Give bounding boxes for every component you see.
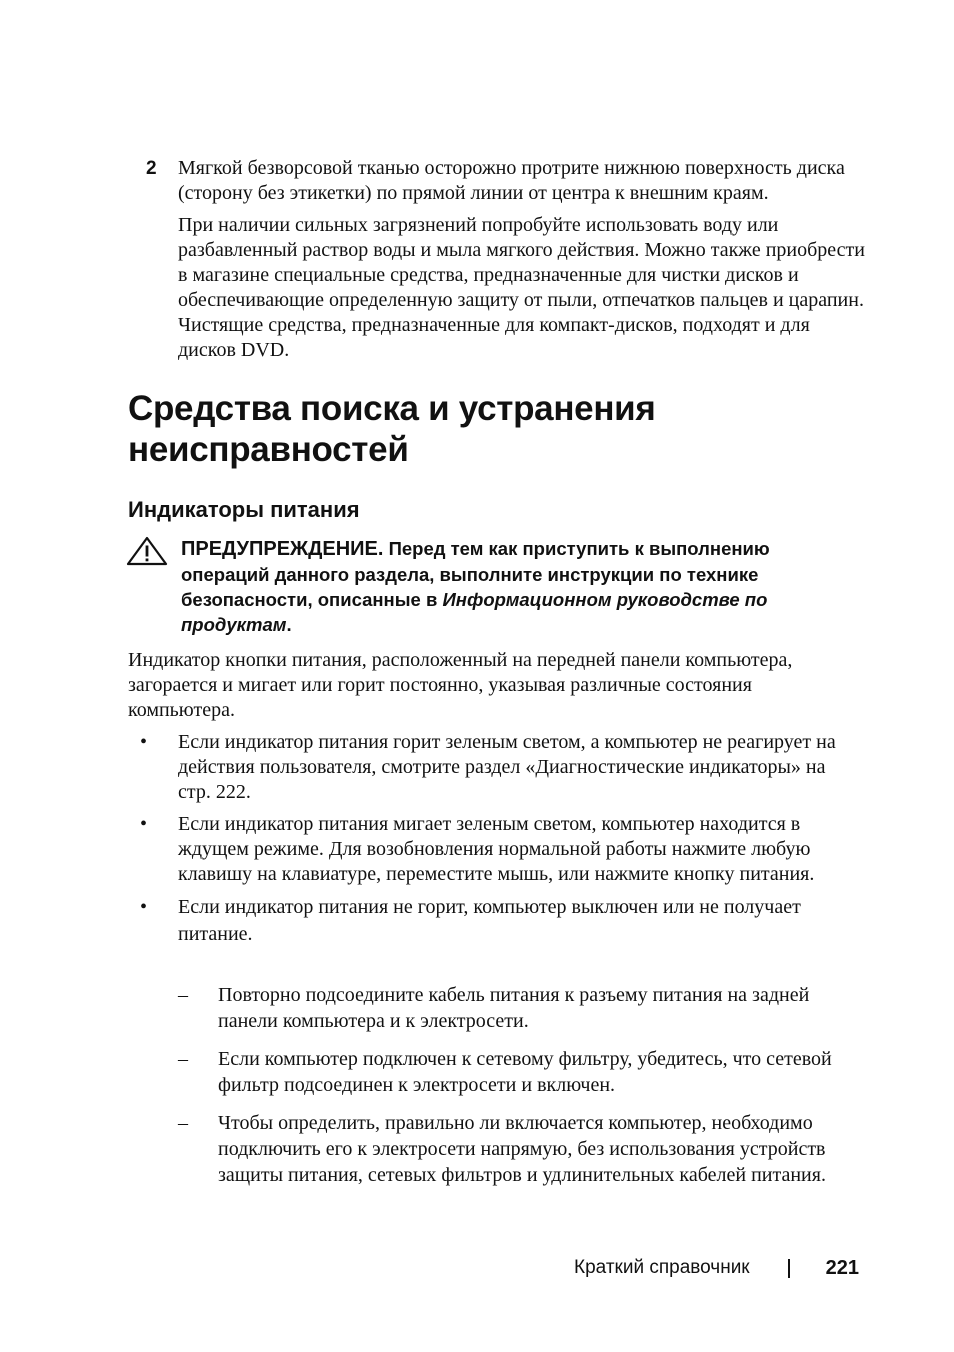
warning-block xyxy=(126,536,856,637)
intro-paragraph: Индикатор кнопки питания, расположенный на передней панели компьютера, загорается и мигает или горит постоянно, указывая различные состояния компьютера. xyxy=(128,649,793,721)
page-number: 221 xyxy=(825,1257,859,1279)
list-item xyxy=(128,812,858,887)
bullet-marker: • xyxy=(140,896,148,918)
sub-list-item xyxy=(178,982,858,1034)
procedure-step xyxy=(146,156,866,363)
step-number: 2 xyxy=(146,158,157,179)
step-note: При наличии сильных загрязнений попробуйте использовать воду или разбавленный раствор воды и мыла мягкого действия. Можно также приобрести в магазине специальные средства, предназначенные для чистки дисков и обеспечивающие определенную защиту от пыли, отпечатков пальцев и царапин. Чистящие средства, предназначенные для компакт-дисков, подходят и для дисков DVD. xyxy=(178,214,865,361)
warning-triangle-icon xyxy=(126,536,168,566)
page-footer xyxy=(574,1256,859,1280)
step-text: Мягкой безворсовой тканью осторожно протрите нижнюю поверхность диска (сторону без этикетки) по прямой линии от центра к внешним краям. xyxy=(178,157,845,204)
list-item-text: Если индикатор питания горит зеленым светом, а компьютер не реагирует на действия пользователя, смотрите раздел «Диагностические индикаторы» на стр. 222. xyxy=(178,731,836,803)
bullet-marker: • xyxy=(140,813,148,835)
dash-marker: – xyxy=(178,1048,188,1070)
sub-bullet-list xyxy=(178,982,858,1200)
list-item xyxy=(128,730,858,805)
step-body xyxy=(178,156,866,363)
warning-doc-reference: Информационном руководстве по продуктам xyxy=(181,589,768,635)
bullet-list xyxy=(128,730,858,955)
footer-section-name: Краткий справочник xyxy=(574,1257,750,1278)
section-title: Средства поиска и устранения неисправностей xyxy=(128,389,656,469)
sub-list-item xyxy=(178,1046,858,1098)
warning-end: . xyxy=(286,614,292,635)
dash-marker: – xyxy=(178,1112,188,1134)
sub-list-item xyxy=(178,1110,858,1188)
list-item xyxy=(128,894,858,948)
sub-list-item-text: Повторно подсоедините кабель питания к разъему питания на задней панели компьютера и к электросети. xyxy=(218,984,810,1032)
subsection-title: Индикаторы питания xyxy=(128,497,360,522)
sub-list-item-text: Чтобы определить, правильно ли включается компьютер, необходимо подключить его к электросети напрямую, без использования устройств защиты питания, сетевых фильтров и удлинительных кабелей питания. xyxy=(218,1112,826,1186)
warning-label: ПРЕДУПРЕЖДЕНИЕ. xyxy=(181,538,384,560)
sub-list-item-text: Если компьютер подключен к сетевому фильтру, убедитесь, что сетевой фильтр подсоединен к электросети и включен. xyxy=(218,1048,832,1096)
dash-marker: – xyxy=(178,984,188,1006)
bullet-marker: • xyxy=(140,731,148,753)
list-item-text: Если индикатор питания мигает зеленым светом, компьютер находится в ждущем режиме. Для возобновления нормальной работы нажмите любую клавишу на клавиатуре, переместите мышь, или нажмите кнопку питания. xyxy=(178,813,815,885)
list-item-text: Если индикатор питания не горит, компьютер выключен или не получает питание. xyxy=(178,896,801,945)
warning-text xyxy=(181,536,856,637)
footer-separator xyxy=(788,1259,790,1278)
warning-body: Перед тем как приступить к выполнению операций данного раздела, выполните инструкции по технике безопасности, описанные в xyxy=(181,538,770,610)
